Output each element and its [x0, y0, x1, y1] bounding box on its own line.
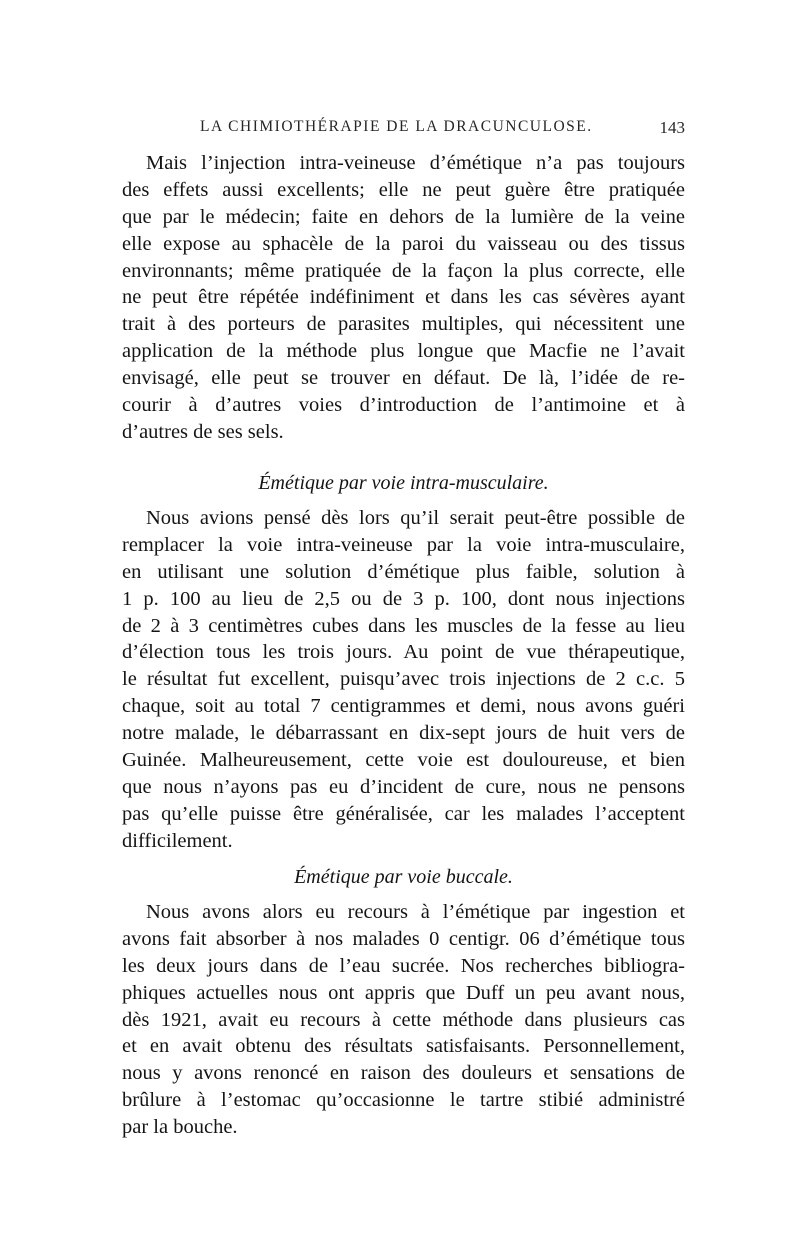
text-line: remplacer la voie intra-veineuse par la voie intra-musculaire,: [122, 533, 685, 556]
text-line: que par le médecin; faite en dehors de la lumière de la veine: [122, 205, 685, 228]
text-line: Nous avons alors eu recours à l’émétique par ingestion et: [146, 901, 685, 923]
section-heading-oral: Émétique par voie buccale.: [294, 866, 513, 888]
text-line: par la bouche.: [122, 1116, 238, 1139]
text-line: dès 1921, avait eu recours à cette méthode dans plusieurs cas: [122, 1008, 685, 1031]
text-line: elle expose au sphacèle de la paroi du vaisseau ou des tissus: [122, 232, 685, 255]
running-head: [120, 118, 685, 144]
text-line: que nous n’ayons pas eu d’incident de cure, nous ne pensons: [122, 775, 685, 798]
text-line: d’élection tous les trois jours. Au point de vue thérapeutique,: [122, 641, 685, 664]
text-line: ne peut être répétée indéfiniment et dans les cas sévères ayant: [122, 286, 685, 309]
text-line: des effets aussi excellents; elle ne peut guère être pratiquée: [122, 178, 685, 201]
text-line: les deux jours dans de l’eau sucrée. Nos recherches bibliogra-: [122, 954, 685, 977]
text-line: notre malade, le débarrassant en dix-sept jours de huit vers de: [122, 722, 685, 745]
text-line: pas qu’elle puisse être généralisée, car les malades l’acceptent: [122, 802, 685, 825]
text-line: brûlure à l’estomac qu’occasionne le tartre stibié administré: [122, 1089, 685, 1112]
text-line: difficilement.: [122, 829, 233, 852]
text-line: application de la méthode plus longue que Macfie ne l’avait: [122, 340, 685, 363]
running-title: LA CHIMIOTHÉRAPIE DE LA DRACUNCULOSE.: [200, 118, 593, 135]
text-line: courir à d’autres voies d’introduction de l’antimoine et à: [122, 394, 685, 417]
paragraph-intramuscular: [122, 505, 685, 855]
text-line: Nous avions pensé dès lors qu’il serait peut-être possible de: [146, 507, 685, 529]
text-line: Guinée. Malheureusement, cette voie est douloureuse, et bien: [122, 749, 685, 772]
text-line: de 2 à 3 centimètres cubes dans les muscles de la fesse au lieu: [122, 614, 685, 637]
text-line: et en avait obtenu des résultats satisfaisants. Personnellement,: [122, 1035, 685, 1058]
text-line: d’autres de ses sels.: [122, 420, 284, 443]
section-heading-intramuscular: Émétique par voie intra-musculaire.: [258, 472, 549, 494]
text-line: envisagé, elle peut se trouver en défaut. De là, l’idée de re-: [122, 367, 685, 390]
text-line: phiques actuelles nous ont appris que Duff un peu avant nous,: [122, 981, 685, 1004]
text-line: environnants; même pratiquée de la façon la plus correcte, elle: [122, 259, 685, 282]
paragraph-oral: [122, 899, 685, 1141]
text-line: nous y avons renoncé en raison des douleurs et sensations de: [122, 1062, 685, 1085]
text-line: 1 p. 100 au lieu de 2,5 ou de 3 p. 100, dont nous injections: [122, 587, 685, 610]
text-line: avons fait absorber à nos malades 0 centigr. 06 d’émétique tous: [122, 927, 685, 950]
page-number: 143: [659, 118, 685, 137]
text-line: chaque, soit au total 7 centigrammes et demi, nous avons guéri: [122, 695, 685, 718]
text-line: le résultat fut excellent, puisqu’avec trois injections de 2 c.c. 5: [122, 668, 685, 691]
text-line: trait à des porteurs de parasites multiples, qui nécessitent une: [122, 313, 685, 336]
paragraph-intravenous-limits: [122, 150, 685, 446]
text-line: Mais l’injection intra-veineuse d’émétique n’a pas toujours: [146, 152, 685, 174]
text-line: en utilisant une solution d’émétique plus faible, solution à: [122, 560, 685, 583]
